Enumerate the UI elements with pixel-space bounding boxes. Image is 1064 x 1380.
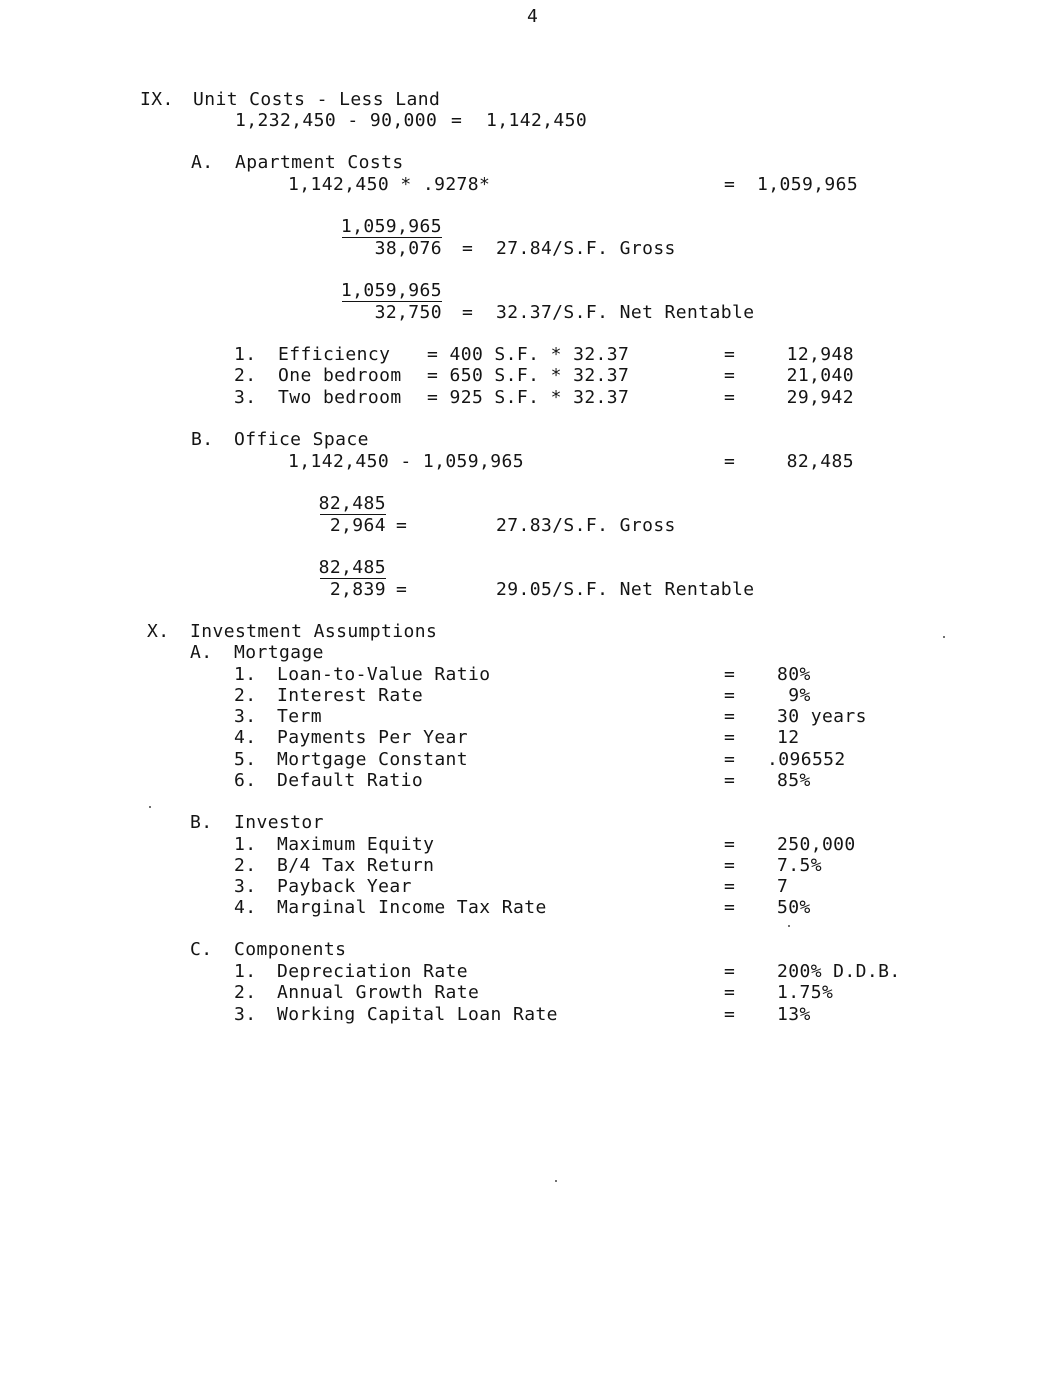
fraction-equals: = xyxy=(396,579,408,600)
unit-name: Two bedroom xyxy=(278,387,402,408)
item-number: 4. xyxy=(234,727,257,748)
office-net-rate: 29.05/S.F. Net Rentable xyxy=(496,579,755,600)
item-number: 5. xyxy=(234,749,257,770)
item-number: 3. xyxy=(234,876,257,897)
apartment-costs-letter: A. xyxy=(191,152,214,173)
office-space-calc: 1,142,450 - 1,059,965 xyxy=(288,451,524,472)
item-equals: = xyxy=(724,876,736,897)
apartment-costs-equals: = xyxy=(724,174,736,195)
fraction-numerator: 82,485 xyxy=(318,493,386,514)
item-label: Maximum Equity xyxy=(277,834,435,855)
item-label: Mortgage Constant xyxy=(277,749,469,770)
item-label: Payments Per Year xyxy=(277,727,469,748)
apartment-gross-rate: 27.84/S.F. Gross xyxy=(496,238,676,259)
fraction-equals: = xyxy=(462,302,474,323)
land-calc-result: 1,142,450 xyxy=(486,110,588,131)
office-space-letter: B. xyxy=(191,429,214,450)
item-label: Default Ratio xyxy=(277,770,424,791)
section-x-title: Investment Assumptions xyxy=(190,621,438,642)
item-equals: = xyxy=(724,664,736,685)
item-number: 2. xyxy=(234,982,257,1003)
unit-equals: = xyxy=(724,387,736,408)
fraction-equals: = xyxy=(396,515,408,536)
item-equals: = xyxy=(724,982,736,1003)
item-number: 3. xyxy=(234,1004,257,1025)
scan-speck xyxy=(788,925,790,927)
unit-value: 21,040 xyxy=(786,365,854,386)
item-equals: = xyxy=(724,1004,736,1025)
unit-number: 2. xyxy=(234,365,257,386)
fraction-denominator: 2,964 xyxy=(329,515,386,536)
item-value: 7.5% xyxy=(777,855,822,876)
land-calc-equals: = xyxy=(451,110,463,131)
item-equals: = xyxy=(724,727,736,748)
unit-calc: = 400 S.F. * 32.37 xyxy=(427,344,630,365)
land-calc-left: 1,232,450 - 90,000 xyxy=(235,110,438,131)
components-letter: C. xyxy=(190,939,213,960)
unit-calc: = 925 S.F. * 32.37 xyxy=(427,387,630,408)
item-value: 85% xyxy=(777,770,811,791)
item-value: 1.75% xyxy=(777,982,834,1003)
apartment-costs-calc: 1,142,450 * .9278* xyxy=(288,174,491,195)
section-ix-number: IX. xyxy=(140,89,174,110)
unit-value: 12,948 xyxy=(786,344,854,365)
apartment-costs-result: 1,059,965 xyxy=(757,174,859,195)
fraction-numerator: 1,059,965 xyxy=(340,280,442,301)
investor-title: Investor xyxy=(234,812,324,833)
item-equals: = xyxy=(724,685,736,706)
unit-number: 3. xyxy=(234,387,257,408)
item-equals: = xyxy=(724,961,736,982)
item-value: 80% xyxy=(777,664,811,685)
fraction-denominator: 2,839 xyxy=(329,579,386,600)
item-number: 2. xyxy=(234,685,257,706)
investor-letter: B. xyxy=(190,812,213,833)
unit-equals: = xyxy=(724,344,736,365)
office-space-title: Office Space xyxy=(234,429,369,450)
unit-number: 1. xyxy=(234,344,257,365)
item-label: Marginal Income Tax Rate xyxy=(277,897,547,918)
section-x-number: X. xyxy=(147,621,170,642)
item-number: 6. xyxy=(234,770,257,791)
fraction-equals: = xyxy=(462,238,474,259)
item-value: 50% xyxy=(777,897,811,918)
item-equals: = xyxy=(724,706,736,727)
item-label: Depreciation Rate xyxy=(277,961,469,982)
item-equals: = xyxy=(724,855,736,876)
item-value: 200% D.D.B. xyxy=(777,961,901,982)
item-value: 250,000 xyxy=(777,834,856,855)
unit-calc: = 650 S.F. * 32.37 xyxy=(427,365,630,386)
item-label: Payback Year xyxy=(277,876,412,897)
unit-equals: = xyxy=(724,365,736,386)
scan-speck xyxy=(149,806,151,808)
office-space-result: 82,485 xyxy=(786,451,854,472)
unit-name: One bedroom xyxy=(278,365,402,386)
office-space-equals: = xyxy=(724,451,736,472)
item-label: Term xyxy=(277,706,322,727)
unit-name: Efficiency xyxy=(278,344,391,365)
item-label: Interest Rate xyxy=(277,685,424,706)
item-value: 13% xyxy=(777,1004,811,1025)
item-label: B/4 Tax Return xyxy=(277,855,435,876)
item-number: 2. xyxy=(234,855,257,876)
item-value: .096552 xyxy=(767,749,846,770)
item-equals: = xyxy=(724,749,736,770)
scan-speck xyxy=(555,1180,557,1182)
section-ix-title: Unit Costs - Less Land xyxy=(193,89,441,110)
fraction-denominator: 38,076 xyxy=(374,238,442,259)
item-number: 1. xyxy=(234,834,257,855)
fraction-numerator: 82,485 xyxy=(318,557,386,578)
apartment-net-rate: 32.37/S.F. Net Rentable xyxy=(496,302,755,323)
item-equals: = xyxy=(724,834,736,855)
components-title: Components xyxy=(234,939,347,960)
item-equals: = xyxy=(724,897,736,918)
item-value: 12 xyxy=(777,727,800,748)
item-value: 30 years xyxy=(777,706,867,727)
item-value: 9% xyxy=(777,685,811,706)
mortgage-letter: A. xyxy=(190,642,213,663)
item-label: Annual Growth Rate xyxy=(277,982,480,1003)
item-number: 1. xyxy=(234,961,257,982)
scan-speck xyxy=(943,636,945,638)
item-label: Working Capital Loan Rate xyxy=(277,1004,558,1025)
item-number: 1. xyxy=(234,664,257,685)
office-gross-rate: 27.83/S.F. Gross xyxy=(496,515,676,536)
item-equals: = xyxy=(724,770,736,791)
item-label: Loan-to-Value Ratio xyxy=(277,664,491,685)
page-number: 4 xyxy=(527,6,539,27)
apartment-costs-title: Apartment Costs xyxy=(235,152,404,173)
item-value: 7 xyxy=(777,876,789,897)
mortgage-title: Mortgage xyxy=(234,642,324,663)
fraction-denominator: 32,750 xyxy=(374,302,442,323)
item-number: 3. xyxy=(234,706,257,727)
fraction-numerator: 1,059,965 xyxy=(340,216,442,237)
unit-value: 29,942 xyxy=(786,387,854,408)
item-number: 4. xyxy=(234,897,257,918)
